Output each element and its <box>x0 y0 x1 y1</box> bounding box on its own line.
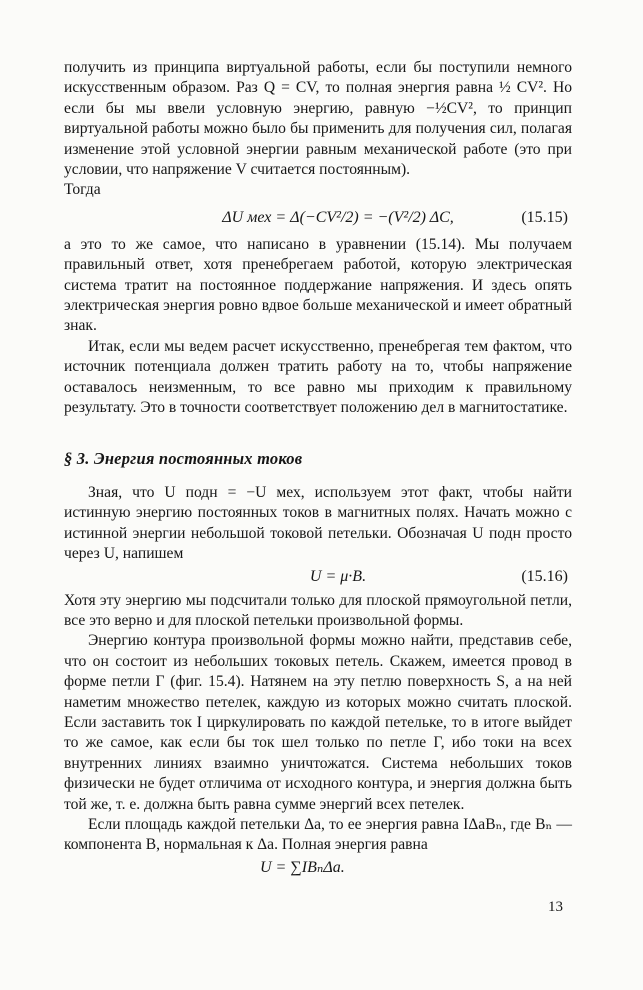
paragraph-virtual-work: получить из принципа виртуальной работы, если бы поступили немного искусственным образом. Раз Q = CV, то полная энергия равна ½ CV². Но если бы мы ввели условную энергию, равную −½CV², то принцип виртуальной работы можно было бы применить для получения сил, полагая изменение этой условной энергии равным механической работе (это при условии, что напряжение V считается постоянным). <box>64 59 572 179</box>
equation-15-15 <box>64 201 572 235</box>
equation-sum <box>64 856 572 878</box>
equation-15-16 <box>64 565 572 591</box>
paragraph-loop-area: Если площадь каждой петельки Δa, то ее энергия равна IΔaBₙ, где Bₙ — компонента B, нормальная к Δa. Полная энергия равна <box>64 816 572 854</box>
paragraph-knowing: Зная, что U подн = −U мех, используем этот факт, чтобы найти истинную энергию постоянных токов в магнитных полях. Начать можно с истинной энергии небольшой токовой петельки. Обозначая U подн просто через U, напишем <box>64 483 572 563</box>
paragraph-flat-loop: Хотя эту энергию мы подсчитали только для плоской прямоугольной петли, все это верно и для плоской петельки произвольной формы. <box>64 591 572 629</box>
equation-15-16-formula: U = μ·B. <box>309 568 367 586</box>
paragraph-correct-answer: а это то же самое, что написано в уравнении (15.14). Мы получаем правильный ответ, хотя пренебрегаем работой, которую электрическая система тратит на постоянное поддержание напряжения. И здесь опять электрическая энергия ровно вдвое больше механической и имеет обратный знак. <box>64 235 572 335</box>
page-text <box>64 58 572 878</box>
paragraph-artificial-calculation: Итак, если мы ведем расчет искусственно, пренебрегая тем фактом, что источник потенциала должен тратить работу на то, чтобы напряжение оставалось неизменным, то все равно мы приходим к правильному результату. Это в точности соответствует положению дел в магнитостатике. <box>64 337 572 417</box>
section-heading-text: § 3. Энергия постоянных токов <box>64 448 303 468</box>
paragraph-arbitrary-contour: Энергию контура произвольной формы можно найти, представив себе, что он состоит из небольших токовых петель. Скажем, имеется провод в форме петли Г (фиг. 15.4). Натянем на эту петлю поверхность S, а на ней наметим множество петелек, каждую из которых можно считать плоской. Если заставить ток I циркулировать по каждой петельке, то в итоге выйдет то же самое, как если бы ток шел только по петле Г, ибо токи на всех внутренних линиях взаимно уничтожатся. Система небольших токов физически не будет отличима от исходного контура, и энергия должна быть той же, т. е. должна быть равна сумме энергий всех петелек. <box>64 632 572 813</box>
equation-15-16-number: (15.16) <box>521 568 568 586</box>
equation-15-15-formula: ΔU мех = Δ(−CV²/2) = −(V²/2) ΔC, <box>222 208 454 226</box>
paragraph-then: Тогда <box>64 181 101 199</box>
equation-15-15-number: (15.15) <box>521 208 568 226</box>
equation-sum-formula: U = ∑IBₙΔa. <box>260 858 345 876</box>
section-heading <box>64 449 572 469</box>
page-number: 13 <box>548 899 563 915</box>
